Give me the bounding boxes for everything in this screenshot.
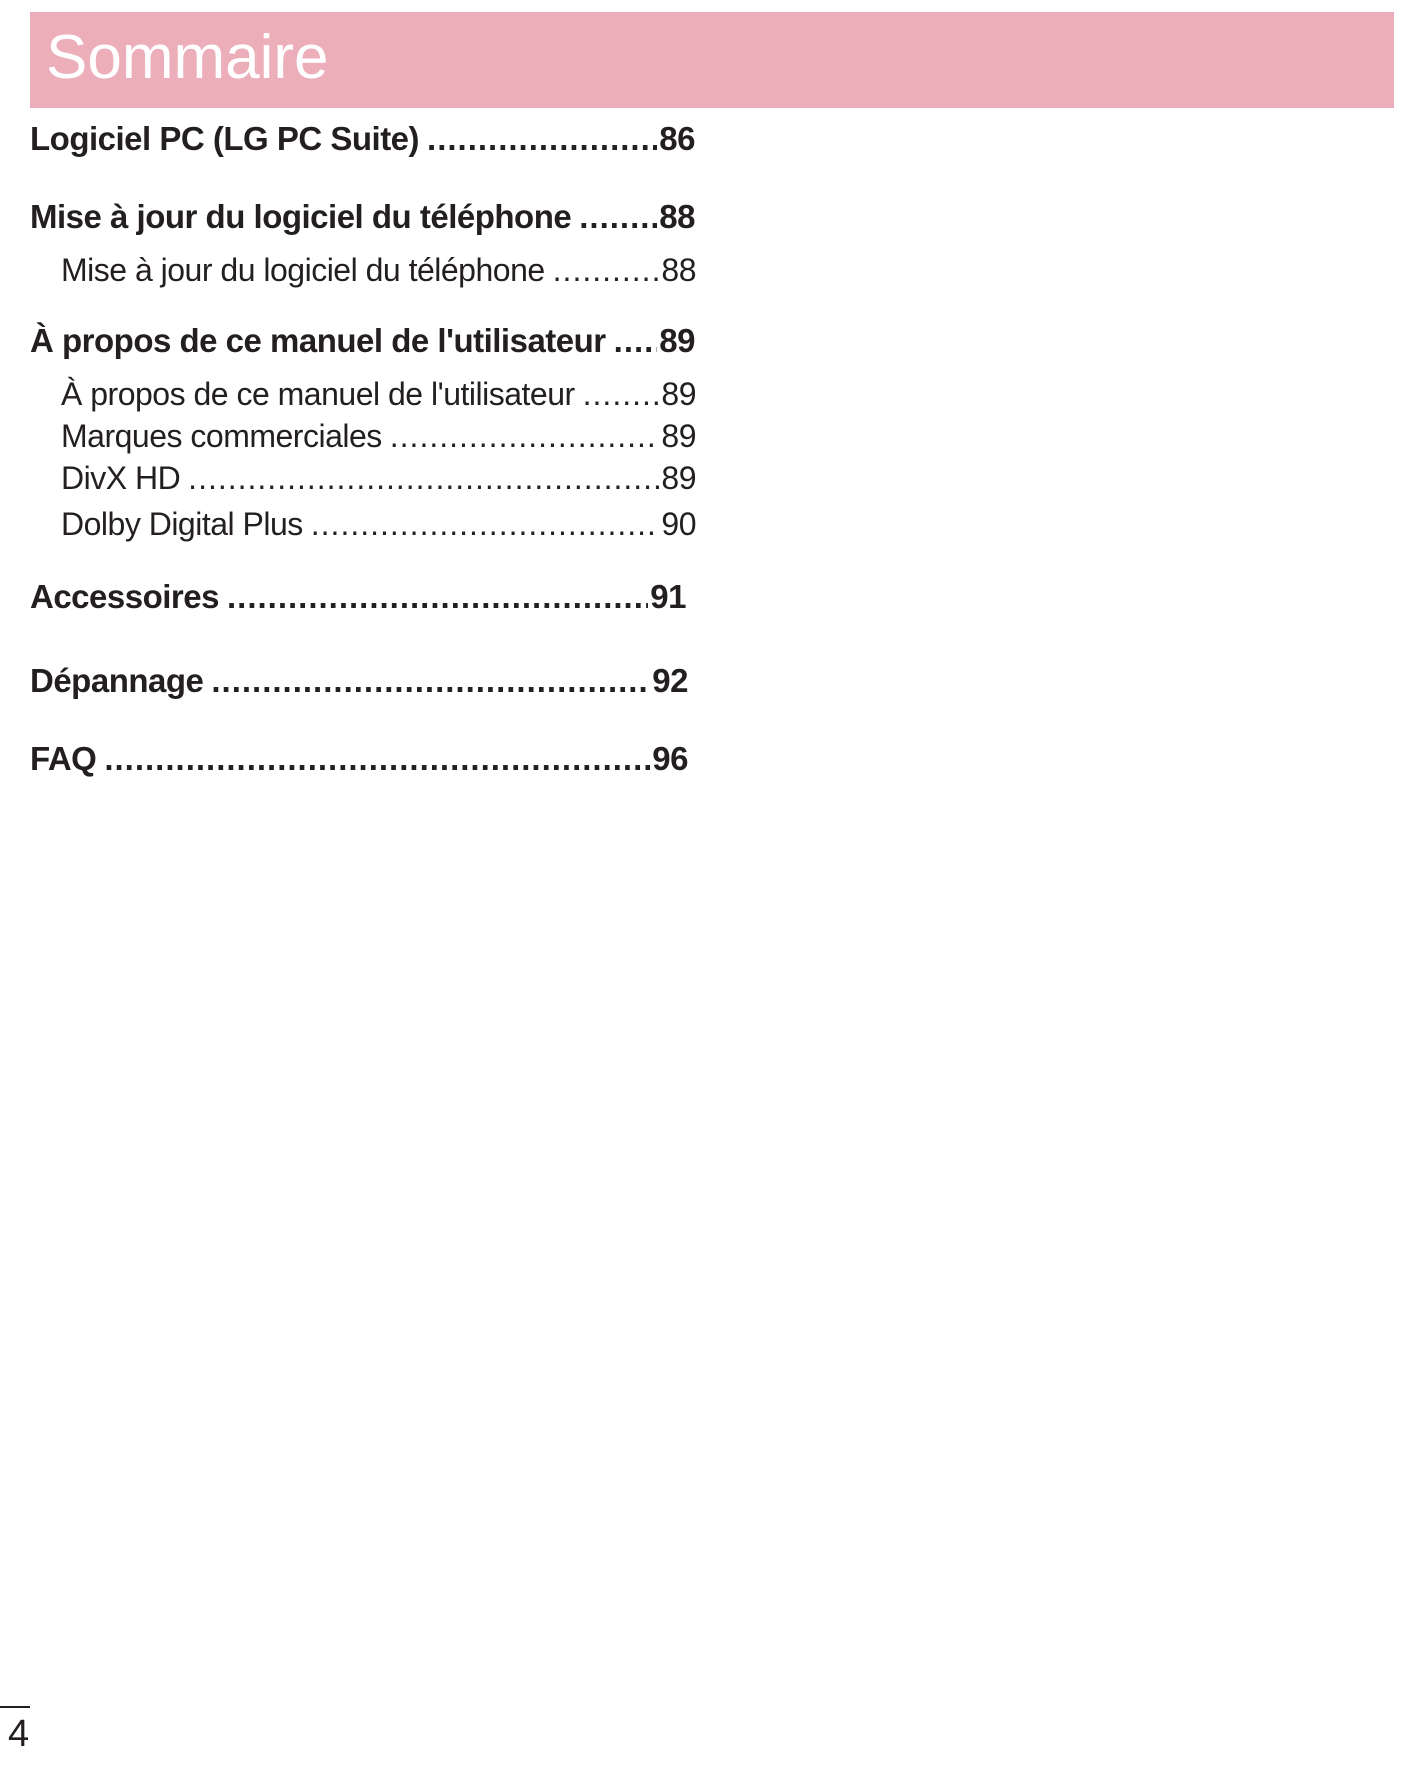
toc-entry-logiciel-pc[interactable] [30, 120, 695, 158]
toc-entry-label: Mise à jour du logiciel du téléphone [61, 252, 545, 288]
toc-leader-dots [583, 376, 660, 413]
toc-subentry-a-propos[interactable] [61, 376, 696, 413]
toc-leader-dots [311, 506, 660, 543]
toc-subentry-mise-a-jour[interactable] [61, 252, 696, 289]
toc-entry-label: DivX HD [61, 460, 181, 496]
toc-entry-page: 89 [659, 322, 695, 359]
toc-entry-page: 88 [659, 198, 695, 235]
page-number-rule [0, 1706, 30, 1708]
toc-leader-dots [553, 252, 660, 289]
toc-leader-dots [579, 198, 657, 236]
toc-entry-label: Logiciel PC (LG PC Suite) [30, 120, 420, 157]
toc-entry-label: À propos de ce manuel de l'utilisateur [61, 376, 575, 412]
toc-entry-page: 96 [652, 740, 688, 777]
toc-entry-page: 91 [650, 578, 686, 615]
page-number: 4 [8, 1713, 30, 1755]
toc-entry-page: 89 [661, 376, 696, 412]
toc-entry-page: 92 [652, 662, 688, 699]
toc-entry-label: À propos de ce manuel de l'utilisateur [30, 322, 606, 359]
toc-entry-faq[interactable] [30, 740, 688, 778]
toc-entry-page: 89 [661, 418, 696, 454]
toc-entry-label: Accessoires [30, 578, 219, 615]
toc-entry-page: 89 [661, 460, 696, 496]
toc-entry-label: FAQ [30, 740, 97, 777]
toc-entry-mise-a-jour[interactable] [30, 198, 695, 236]
header-banner [30, 12, 1394, 108]
toc-entry-a-propos[interactable] [30, 322, 695, 360]
toc-leader-dots [104, 740, 650, 778]
toc-entry-page: 90 [661, 506, 696, 542]
toc-subentry-marques[interactable] [61, 418, 696, 455]
toc-leader-dots [227, 578, 648, 616]
toc-subentry-dolby[interactable] [61, 506, 696, 543]
toc-leader-dots [390, 418, 660, 455]
toc-entry-label: Dolby Digital Plus [61, 506, 303, 542]
toc-leader-dots [427, 120, 657, 158]
toc-subentry-divx[interactable] [61, 460, 696, 497]
toc-entry-label: Mise à jour du logiciel du téléphone [30, 198, 572, 235]
toc-entry-depannage[interactable] [30, 662, 688, 700]
toc-leader-dots [211, 662, 650, 700]
toc-entry-label: Marques commerciales [61, 418, 382, 454]
toc-leader-dots [614, 322, 658, 360]
toc-entry-label: Dépannage [30, 662, 204, 699]
toc-entry-page: 88 [661, 252, 696, 288]
toc-leader-dots [188, 460, 659, 497]
toc-entry-accessoires[interactable] [30, 578, 686, 616]
page-title: Sommaire [46, 23, 329, 92]
toc-entry-page: 86 [659, 120, 695, 157]
